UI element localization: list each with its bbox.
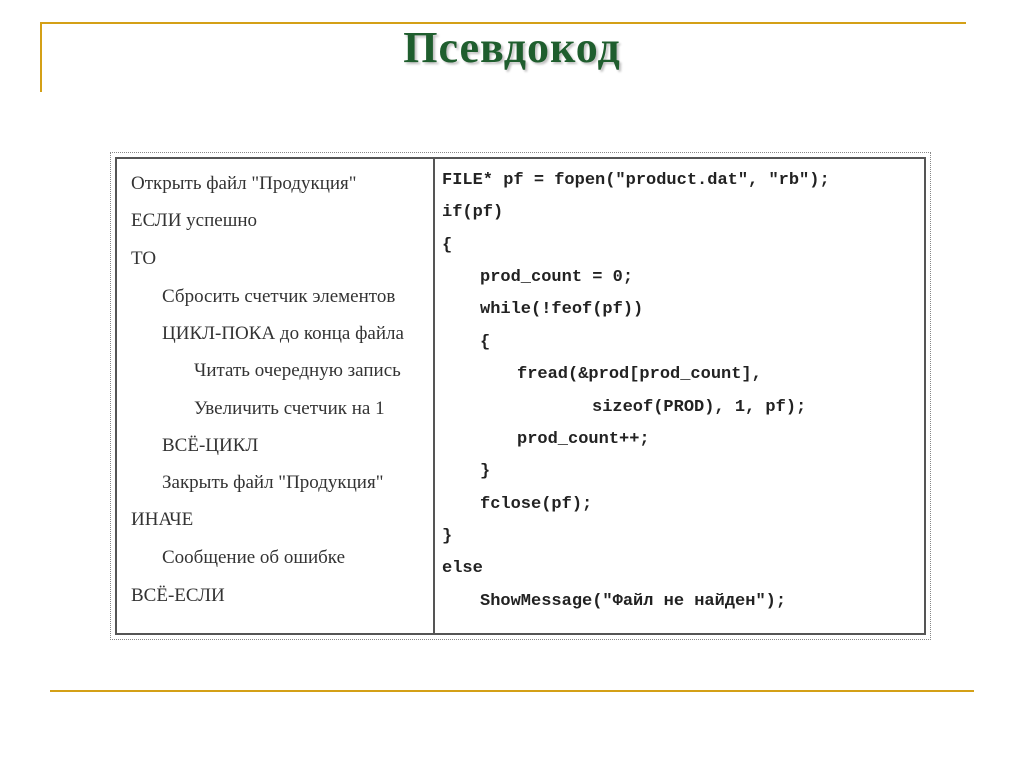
code-line: } [442, 527, 453, 546]
pseudocode-line: ЦИКЛ-ПОКА до конца файла [162, 323, 404, 344]
code-line: prod_count++; [517, 430, 650, 449]
code-line: fclose(pf); [480, 495, 593, 514]
code-line: prod_count = 0; [480, 268, 634, 287]
pseudocode-line: Сбросить счетчик элементов [162, 286, 396, 307]
code-line: } [480, 462, 491, 481]
pseudocode-line: Сообщение об ошибке [162, 547, 345, 568]
pseudocode-line: Закрыть файл "Продукция" [162, 472, 384, 493]
code-line: fread(&prod[prod_count], [517, 365, 762, 384]
pseudocode-figure [110, 152, 931, 640]
code-line: { [480, 333, 491, 352]
pseudocode-line: Увеличить счетчик на 1 [194, 398, 385, 419]
pseudocode-line: ЕСЛИ успешно [131, 210, 257, 231]
code-line: ShowMessage("Файл не найден"); [480, 592, 787, 611]
pseudocode-line: Читать очередную запись [194, 360, 401, 381]
code-line: else [442, 559, 483, 578]
pseudocode-line: ВСЁ-ЦИКЛ [162, 435, 259, 456]
code-line: { [442, 236, 453, 255]
decorative-bottom-line [50, 690, 974, 692]
pseudocode-line: Открыть файл "Продукция" [131, 173, 357, 194]
pseudocode-line: ИНАЧЕ [131, 509, 194, 530]
pseudocode-line: ВСЁ-ЕСЛИ [131, 585, 225, 606]
code-line: sizeof(PROD), 1, pf); [592, 398, 807, 417]
code-line: if(pf) [442, 203, 504, 222]
code-line: while(!feof(pf)) [480, 300, 644, 319]
pseudocode-line: ТО [131, 248, 157, 269]
code-line: FILE* pf = fopen("product.dat", "rb"); [442, 171, 830, 190]
slide-title: Псевдокод [403, 23, 621, 72]
column-divider [433, 157, 435, 635]
